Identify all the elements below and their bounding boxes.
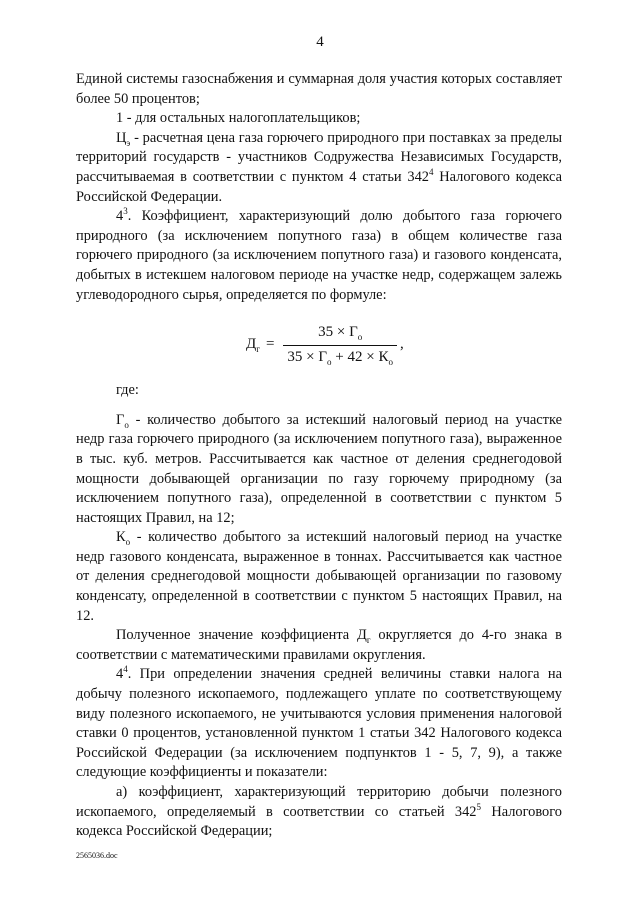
formula-equals: =	[265, 336, 275, 353]
paragraph-7	[76, 626, 562, 665]
formula-fraction	[283, 323, 397, 367]
paragraph-text: а) коэффициент, характеризующий территорию добычи полезного ископаемого, определяемый в соответствии со статьей 342	[76, 784, 562, 820]
paragraph-6	[76, 528, 562, 626]
formula-expression	[246, 323, 404, 367]
paragraph-4	[76, 207, 562, 305]
paragraph-text: . Коэффициент, характеризующий долю добытого газа горючего природного (за исключением попутного газа) в общем количестве газа горючего природного (за исключением попутного газа) и газового конденсата, добытых в истекшем налоговом периоде на участке недр, содержащем залежь углеводородного сырья, определяется по формуле:	[76, 208, 562, 303]
paragraph-3	[76, 129, 562, 207]
paragraph-text-tail: Налогового кодекса Российской Федерации;	[76, 803, 562, 840]
superscript: 3	[123, 206, 128, 217]
paragraph-9	[76, 783, 562, 842]
where-label: где:	[116, 382, 139, 399]
numerator-subscript: о	[357, 332, 363, 343]
subscript: о	[125, 537, 131, 548]
paragraph-5	[76, 411, 562, 529]
page-number: 4	[316, 34, 324, 50]
formula-lhs-symbol: Д	[246, 336, 257, 353]
paragraph-text: . При определении значения средней величины ставки налога на добычу полезного ископаемого, подлежащего уплате по соответствующему виду полезного ископаемого, не учитываются условия применения налоговой ставки 0 процентов, установленной пунктом 1 статьи 342 Налогового кодекса Российской Федерации (за исключением подпунктов 1 - 5, 7, 9), а также следующие коэффициенты и показатели:	[76, 666, 562, 781]
formula-denominator	[283, 345, 397, 368]
superscript: 4	[428, 167, 434, 178]
clause-number: 4	[116, 208, 124, 225]
formula-lhs-subscript: г	[256, 344, 260, 355]
subscript: о	[124, 419, 129, 430]
paragraph-text-tail: округляется до 4-го знака в соответствии с математическими правилами округления.	[76, 627, 562, 663]
paragraph-text: - количество добытого за истекший налоговый период на участке недр газового конденсата, выраженное в тоннах. Рассчитывается как частное от деления среднегодовой мощности добывающей организации по газовому конденсату, определенной в соответствии с пунктом 5 настоящих Правил, на 12.	[76, 529, 562, 624]
document-footer-filename: 2565036.doc	[76, 851, 118, 860]
subscript: г	[366, 635, 371, 646]
numerator-text: 35 × Г	[318, 324, 358, 341]
paragraph-text-tail: Налогового кодекса Российской Федерации.	[76, 168, 562, 205]
superscript: 4	[123, 664, 128, 675]
formula-numerator	[314, 323, 366, 345]
paragraph-text: - количество добытого за истекший налоговый период на участке недр газа горючего природного (за исключением попутного газа), выраженное в тыс. куб. метров. Рассчитывается как частное от деления среднегодовой мощности добывающей организации по газу горючему природному (за исключением попутного газа), определенной в соответствии с пунктом 5 настоящих Правил, на 12;	[76, 411, 562, 526]
denominator-text-a: 35 × Г	[287, 348, 328, 365]
formula-comma: ,	[399, 336, 404, 353]
symbol: К	[116, 529, 126, 546]
paragraph-text: Полученное значение коэффициента Д	[116, 627, 367, 644]
paragraph-1: Единой системы газоснабжения и суммарная доля участия которых составляет более 50 процентов;	[76, 71, 562, 107]
paragraph-text: - расчетная цена газа горючего природного при поставках за пределы территорий государств - участников Содружества Независимых Государств, рассчитываемая в соответствии с пунктом 4 статьи 342	[76, 129, 562, 185]
symbol: Г	[116, 411, 125, 428]
denominator-subscript-b: о	[388, 356, 393, 367]
document-body	[76, 70, 562, 842]
superscript: 5	[476, 801, 481, 812]
paragraph-8	[76, 665, 562, 783]
symbol: Ц	[116, 129, 127, 146]
paragraph-2: 1 - для остальных налогоплательщиков;	[116, 110, 361, 127]
formula	[76, 311, 562, 381]
denominator-subscript-a: о	[327, 356, 332, 367]
denominator-text-b: + 42 × К	[331, 348, 389, 365]
subscript: э	[126, 137, 131, 148]
formula-lhs	[246, 335, 260, 355]
clause-number: 4	[116, 666, 124, 683]
